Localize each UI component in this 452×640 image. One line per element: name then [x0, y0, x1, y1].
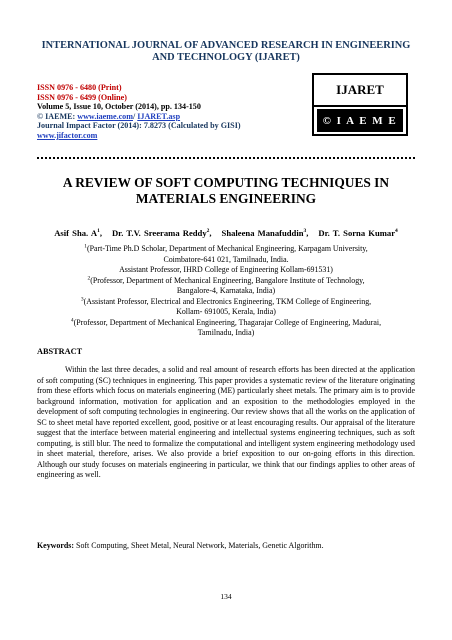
journal-title-line2: AND TECHNOLOGY (IJARET) — [152, 52, 300, 63]
author: Dr. T. Sorna Kumar$^4$ — [318, 228, 398, 238]
issn-online: ISSN 0976 - 6499 (Online) — [37, 92, 127, 102]
iaeme-prefix: © IAEME: — [37, 111, 78, 121]
journal-title — [20, 40, 432, 64]
abstract-body: Within the last three decades, a solid and real amount of research efforts has been directed at the application of soft computing (SC) techniques in engineering. This paper provides a systematic review of the literature originating from these efforts which focus on materials engineering (ME) particularly sheet metals. The primary aim is to provide background information, motivation for application and an exposition to the methodologies employed in the development of soft computing technologies in engineering. Our review shows that all the works on the application of SC to sheet metal have reported excellent, good, positive or at least encouraging results. Our appraisal of the literature suggest that the interface between material engineering and intellectual systems engineering techniques, such as soft computing, is still blur. The need to formalize the computational and intelligent system engineering methodology used in sheet material, therefore, arises. We also provide a brief exposition to our on-going efforts in this direction. Although our study focuses on materials engineering in particular, we think that our findings applies to other areas of engineering as well. — [37, 365, 415, 480]
dotted-divider — [37, 157, 415, 159]
iaeme-link[interactable]: www.iaeme.com — [77, 111, 133, 121]
jifactor-link[interactable]: www.jifactor.com — [37, 130, 98, 140]
affiliation-4-line2: Tamilnadu, India) — [197, 328, 255, 337]
paper-title — [30, 175, 422, 207]
iaeme-separator: / — [132, 111, 138, 121]
paper-title-line2: MATERIALS ENGINEERING — [135, 191, 317, 206]
journal-title-line1: INTERNATIONAL JOURNAL OF ADVANCED RESEARCH IN ENGINEERING — [41, 40, 411, 51]
affiliation-3-line2: Kollam- 691005, Kerala, India) — [176, 307, 276, 316]
keywords-label: Keywords: — [37, 541, 75, 550]
keywords-text: Soft Computing, Sheet Metal, Neural Network, Materials, Genetic Algorithm. — [74, 541, 324, 550]
affiliation-1-line2: Coimbatore-641 021, Tamilnadu, India. — [163, 254, 289, 264]
paper-title-line1: A REVIEW OF SOFT COMPUTING TECHNIQUES IN — [62, 175, 390, 190]
author: Shaleena Manafuddin$^3$, — [221, 228, 309, 238]
affiliation-2-line2: Bangalore-4, Karnataka, India) — [176, 286, 276, 295]
affiliations — [30, 244, 422, 339]
affiliation-2: $^2$(Professor, Department of Mechanical Engineering, Bangalore Institute of Technology, — [87, 274, 365, 285]
impact-factor: Journal Impact Factor (2014): 7.8273 (Calculated by GISI) — [37, 121, 241, 131]
abstract-heading: ABSTRACT — [37, 347, 83, 356]
issn-print: ISSN 0976 - 6480 (Print) — [37, 83, 122, 92]
author-list — [20, 228, 432, 239]
logo-iaeme-text: © I A E M E — [317, 109, 403, 132]
affiliation-4: $^4$(Professor, Department of Mechanical Engineering, Thagarajar College of Engineering, Madurai, — [70, 316, 382, 327]
volume-info: Volume 5, Issue 10, October (2014), pp. 134-150 — [37, 102, 201, 112]
journal-meta — [37, 83, 317, 141]
logo-ijaret-text: IJARET — [314, 75, 406, 107]
jifactor-line — [37, 131, 317, 141]
author: Dr. T.V. Sreerama Reddy$^2$, — [111, 228, 212, 238]
affiliation-1: $^1$(Part-Time Ph.D Scholar, Department of Mechanical Engineering, Karpagam University, — [84, 243, 368, 253]
ijaret-link[interactable]: IJARET.asp — [137, 111, 181, 121]
affiliation-3: $^3$(Assistant Professor, Electrical and Electronics Engineering, TKM College of Engineering, — [80, 295, 372, 306]
iaeme-line — [37, 112, 317, 122]
keywords — [37, 541, 415, 552]
journal-logo — [312, 73, 408, 136]
affiliation-1-line3: Assistant Professor, IHRD College of Engineering Kollam-691531) — [119, 265, 333, 274]
author: Asif Sha. $A^1$, — [54, 228, 102, 238]
page-number: 134 — [220, 592, 232, 601]
